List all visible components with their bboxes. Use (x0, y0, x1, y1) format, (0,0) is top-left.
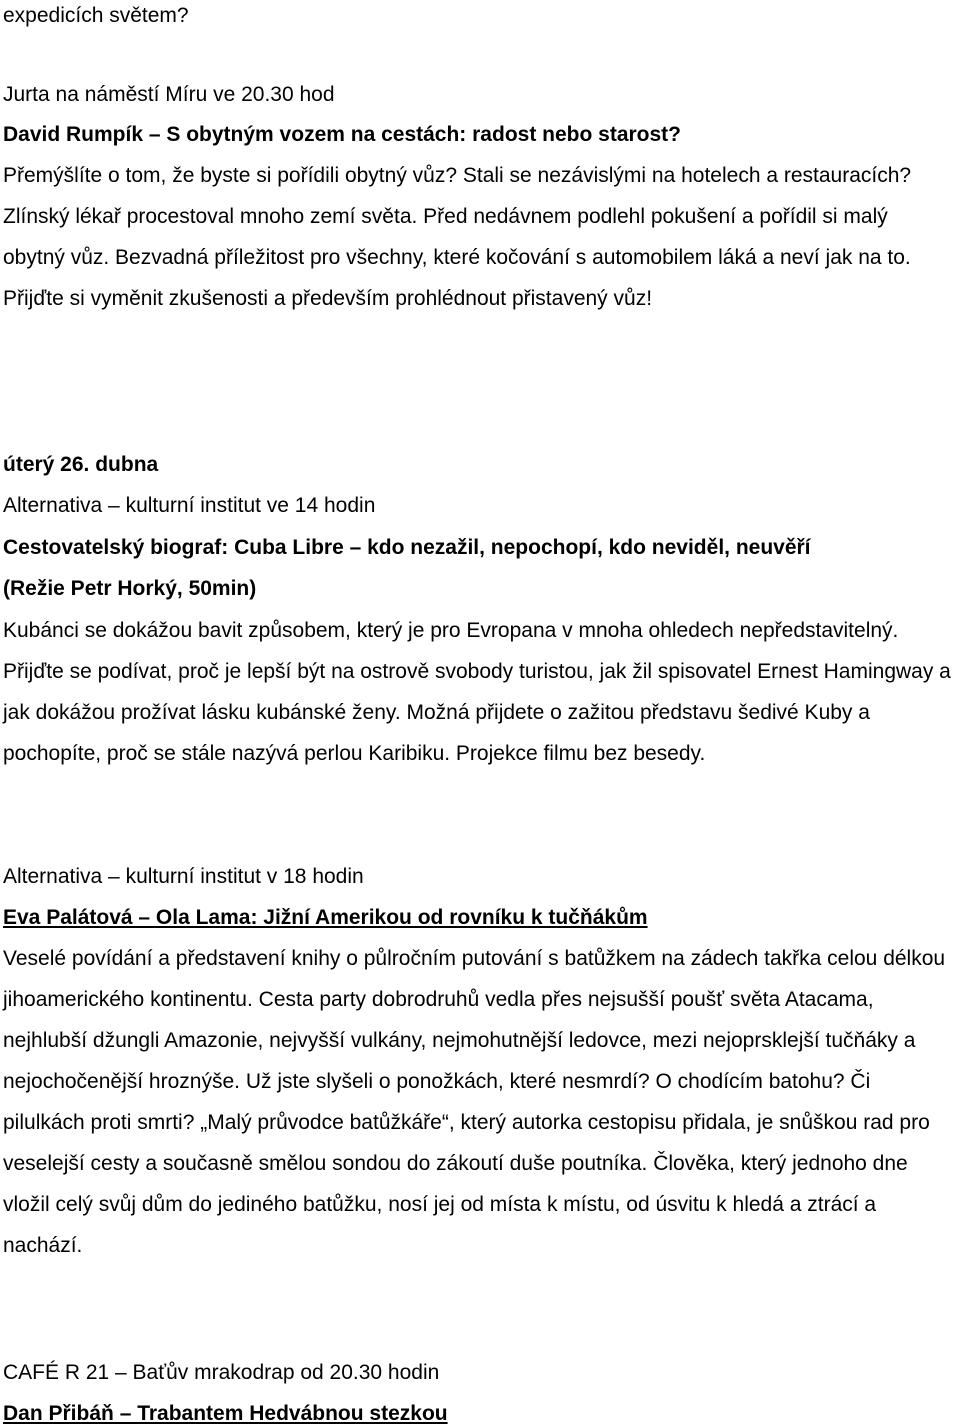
event3-venue: Alternativa – kulturní institut v 18 hodin (3, 865, 364, 888)
date-heading: úterý 26. dubna (3, 453, 159, 476)
intro-tail-text: expedicích světem? (3, 4, 189, 27)
event4-title: Dan Přibáň – Trabantem Hedvábnou stezkou (3, 1402, 448, 1425)
event2-title: Cestovatelský biograf: Cuba Libre – kdo nezažil, nepochopí, kdo neviděl, neuvěří (3, 536, 811, 559)
event2-venue: Alternativa – kulturní institut ve 14 hodin (3, 494, 376, 517)
event3-title: Eva Palátová – Ola Lama: Jižní Amerikou od rovníku k tučňákům (3, 906, 648, 929)
event3-description: Veselé povídání a představení knihy o půlročním putování s batůžkem na zádech takřka celou délkou jihoamerického kontinentu. Cesta party dobrodruhů vedla přes nejsušší poušť světa Atacama, nejhlubší džungli Amazonie, nejvyšší vulkány, nejmohutnější ledovce, mezi nejoprsklejší tučňáky a nejochočenější hroznýše. Už jste slyšeli o ponožkách, které nesmrdí? O chodícím batohu? Či pilulkách proti smrti? „Malý průvodce batůžkáře“, který autorka cestopisu přidala, je snůškou rad pro veselejší cesty a současně smělou sondou do zákoutí duše poutníka. Člověka, který jednoho dne vložil celý svůj dům do jediného batůžku, nosí jej od místa k místu, od úsvitu k hledá a ztrácí a nachází. (3, 947, 946, 1257)
event1-venue: Jurta na náměstí Míru ve 20.30 hod (3, 83, 335, 106)
event2-subtitle: (Režie Petr Horký, 50min) (3, 577, 257, 600)
event2-description: Kubánci se dokážou bavit způsobem, který je pro Evropana v mnoha ohledech nepředstavitelný. Přijďte se podívat, proč je lepší být na ostrově svobody turistou, jak žil spisovatel Ernest Hamingway a jak dokážou prožívat lásku kubánské ženy. Možná přijdete o zažitou představu šedivé Kuby a pochopíte, proč se stále nazývá perlou Karibiku. Projekce filmu bez besedy. (3, 619, 951, 765)
event4-venue: CAFÉ R 21 – Baťův mrakodrap od 20.30 hodin (3, 1361, 440, 1384)
event1-description: Přemýšlíte o tom, že byste si pořídili obytný vůz? Stali se nezávislými na hotelech a restauracích? Zlínský lékař procestoval mnoho zemí světa. Před nedávnem podlehl pokušení a pořídil si malý obytný vůz. Bezvadná příležitost pro všechny, které kočování s automobilem láká a neví jak na to. Přijďte si vyměnit zkušenosti a především prohlédnout přistavený vůz! (3, 164, 912, 310)
event1-title: David Rumpík – S obytným vozem na cestách: radost nebo starost? (3, 123, 681, 146)
